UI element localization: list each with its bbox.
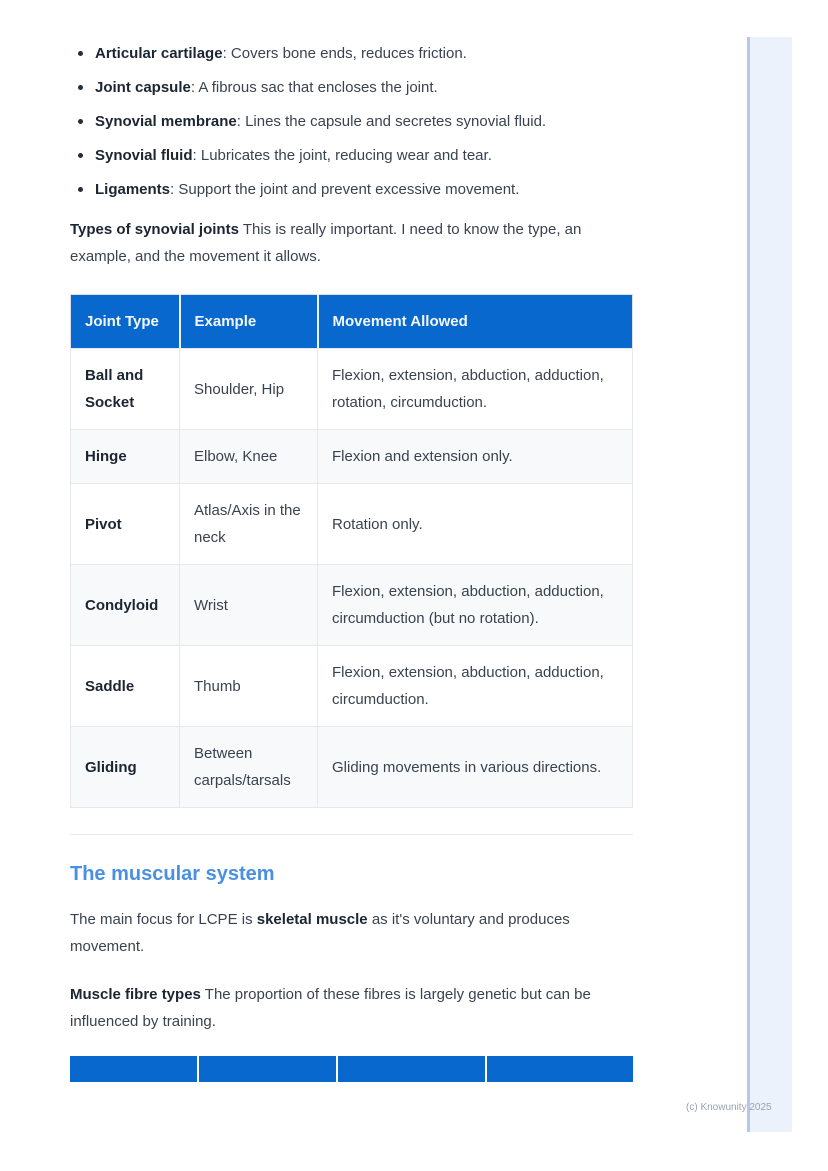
p1-post: as it's voluntary and produces movement. [70,911,570,955]
muscular-paragraph-2 [70,981,633,1035]
cell-joint-type: Hinge [71,430,180,484]
cell-example: Thumb [180,646,318,727]
p1-bold: skeletal muscle [256,911,368,928]
intro-text: This is really important. I need to know the type, an example, and the movement it allows. [70,221,582,265]
cell-joint-type: Gliding [71,727,180,808]
page-side-scroll-bar[interactable] [747,37,792,1132]
bullet-icon [78,119,83,124]
p2-bold: Muscle fibre types [70,986,201,1003]
intro-paragraph [70,216,633,270]
p1-pre: The main focus for LCPE is [70,911,257,928]
list-item [70,40,633,67]
column-header-movement-allowed: Movement Allowed [318,295,633,349]
cell-joint-type: Saddle [71,646,180,727]
list-item [70,142,633,169]
next-table-header-cell [199,1056,336,1082]
table-row [71,349,633,430]
bullet-icon [78,153,83,158]
bullet-icon [78,85,83,90]
table-row [71,565,633,646]
list-item-desc: : Lines the capsule and secretes synovial fluid. [236,113,547,130]
cell-movement: Flexion and extension only. [318,430,633,484]
bullet-icon [78,51,83,56]
cell-movement: Flexion, extension, abduction, adduction, circumduction. [318,646,633,727]
cell-example: Between carpals/tarsals [180,727,318,808]
section-divider [70,834,633,835]
joint-components-list [70,40,633,203]
cell-example: Wrist [180,565,318,646]
list-item-desc: : Support the joint and prevent excessive movement. [170,181,520,198]
next-table-header-cell [487,1056,633,1082]
synovial-joints-table [70,294,633,808]
cell-example: Elbow, Knee [180,430,318,484]
list-item [70,108,633,135]
table-header [71,295,633,349]
next-table-header-cell [338,1056,485,1082]
intro-bold: Types of synovial joints [70,221,239,238]
column-header-joint-type: Joint Type [71,295,180,349]
cell-joint-type: Pivot [71,484,180,565]
table-row [71,430,633,484]
list-item [70,176,633,203]
next-table-header-cut-off [70,1056,633,1082]
next-table-header-cell [70,1056,197,1082]
list-item-desc: : A fibrous sac that encloses the joint. [190,79,438,96]
p2-text: The proportion of these fibres is largely genetic but can be influenced by training. [70,986,591,1030]
cell-movement: Flexion, extension, abduction, adduction, circumduction (but no rotation). [318,565,633,646]
list-item-term: Joint capsule [95,79,191,96]
list-item-term: Ligaments [95,181,171,198]
cell-movement: Gliding movements in various directions. [318,727,633,808]
list-item-desc: : Covers bone ends, reduces friction. [222,45,467,62]
cell-joint-type: Condyloid [71,565,180,646]
cell-movement: Rotation only. [318,484,633,565]
list-item-term: Articular cartilage [95,45,223,62]
table-row [71,484,633,565]
list-item [70,74,633,101]
list-item-term: Synovial membrane [95,113,237,130]
cell-movement: Flexion, extension, abduction, adduction, rotation, circumduction. [318,349,633,430]
list-item-desc: : Lubricates the joint, reducing wear and tear. [192,147,492,164]
bullet-icon [78,187,83,192]
cell-example: Shoulder, Hip [180,349,318,430]
cell-example: Atlas/Axis in the neck [180,484,318,565]
table-row [71,727,633,808]
table-row [71,646,633,727]
cell-joint-type: Ball and Socket [71,349,180,430]
column-header-example: Example [180,295,318,349]
section-heading-muscular-system: The muscular system [70,863,275,885]
muscular-paragraph-1 [70,906,633,960]
list-item-term: Synovial fluid [95,147,193,164]
page-content [70,40,633,1082]
watermark: (c) Knowunity 2025 [686,1102,772,1113]
table-header-row [71,295,633,349]
